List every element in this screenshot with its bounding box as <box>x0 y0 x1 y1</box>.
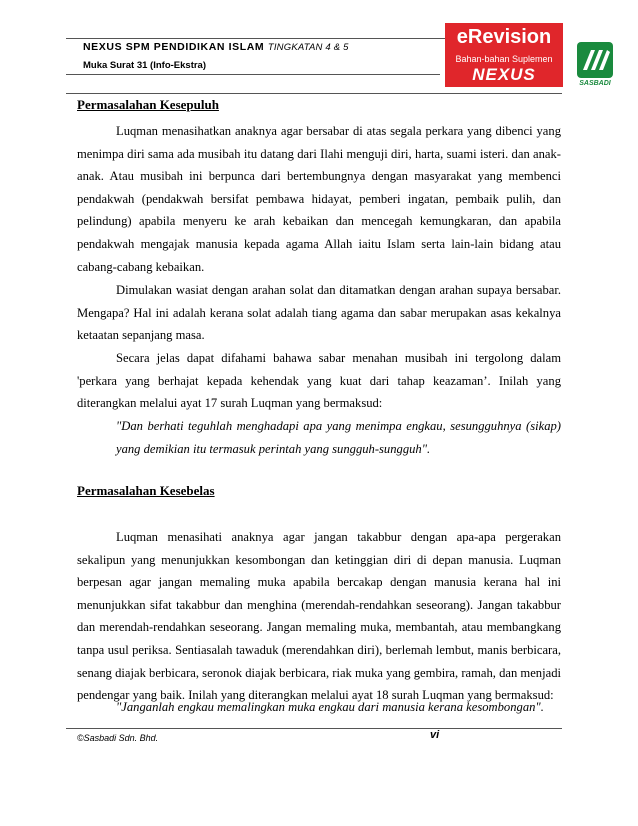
erevision-badge-brand: NEXUS <box>472 65 536 84</box>
header-title-main: NEXUS SPM PENDIDIKAN ISLAM <box>83 41 265 53</box>
header-subtitle: Muka Surat 31 (Info-Ekstra) <box>83 60 206 71</box>
sasbadi-logo-text: SASBADI <box>579 80 611 87</box>
section10-paragraph-3: Secara jelas dapat difahami bahawa sabar menahan musibah ini tergolong dalam 'perkara yang berhajat kepada kehendak yang kuat dari tahap keazaman’. Inilah yang diterangkan melalui ayat 17 surah Luqman yang bermaksud: <box>77 351 561 411</box>
section11-quote: "Janganlah engkau memalingkan muka engkau dari manusia kerana kesombongan". <box>116 700 544 714</box>
header-title <box>83 41 349 53</box>
footer-copyright: ©Sasbadi Sdn. Bhd. <box>77 733 159 743</box>
header-mid-rule <box>66 74 440 75</box>
section10-paragraph-1: Luqman menasihatkan anaknya agar bersabar di atas segala perkara yang dibenci yang menimpa diri sama ada musibah itu datang dari Ilahi menguji diri, harta, suami isteri. dan anak-anak. Atau musibah ini berpunca dari bertembungnya dengan masyarakat yang membenci pendakwah (pendakwah bersifat pembawa hidayat, pemberi ingatan, pembaik pulih, dan pelindung) apabila menyeru ke arah kebaikan dan mencegah kemungkaran, dan apabila pendakwah mengajak manusia kepada agama Allah iaitu Islam serta lain-lain bidang atau cabang-cabang kebaikan. <box>77 124 561 274</box>
section-title-kesebelas: Permasalahan Kesebelas <box>77 483 215 498</box>
page-number: vi <box>430 729 440 741</box>
erevision-badge-subtitle: Bahan-bahan Suplemen <box>455 54 553 64</box>
section11-paragraph-1: Luqman menasihati anaknya agar jangan takabbur dengan apa-apa pergerakan sekalipun yang menunjukkan kesombongan dan ketinggian diri di depan manusia. Luqman berpesan agar jangan memaling muka apabila bercakap dengan manusia kerana hal ini menunjukkan sifat takabbur dan menghina (merendah-rendahkan seseorang). Jangan takabbur dan merendah-rendahkan seseorang. Jangan memaling muka, membantah, atau membangkang tanpa usul periksa. Sentiasalah tawaduk (merendahkan diri), berlemah lembut, manis berbicara, senang diajak berbicara, seronok diajak berbicara, riak muka yang gembira, ramah, dan menjadi pendengar yang baik. Inilah yang diterangkan melalui ayat 18 surah Luqman yang bermaksud: <box>77 530 561 703</box>
erevision-badge-title: eRevision <box>456 26 552 48</box>
section10-quote: "Dan berhati teguhlah menghadapi apa yang menimpa engkau, sesungguhnya (sikap) yang demikian itu termasuk perintah yang sungguh-sungguh". <box>116 419 561 456</box>
erevision-badge <box>445 23 563 87</box>
section10-paragraph-2: Dimulakan wasiat dengan arahan solat dan ditamatkan dengan arahan supaya bersabar. Mengapa? Hal ini adalah kerana solat adalah tiang agama dan sabar merupakan asas kekalnya ketaatan sepanjang masa. <box>77 283 561 343</box>
header-bottom-rule <box>66 93 562 94</box>
sasbadi-logo <box>574 40 616 90</box>
sasbadi-leaf-icon <box>574 40 616 80</box>
header-title-level: TINGKATAN 4 & 5 <box>267 42 349 53</box>
section-title-kesepuluh: Permasalahan Kesepuluh <box>77 97 219 112</box>
footer-rule <box>66 728 562 729</box>
